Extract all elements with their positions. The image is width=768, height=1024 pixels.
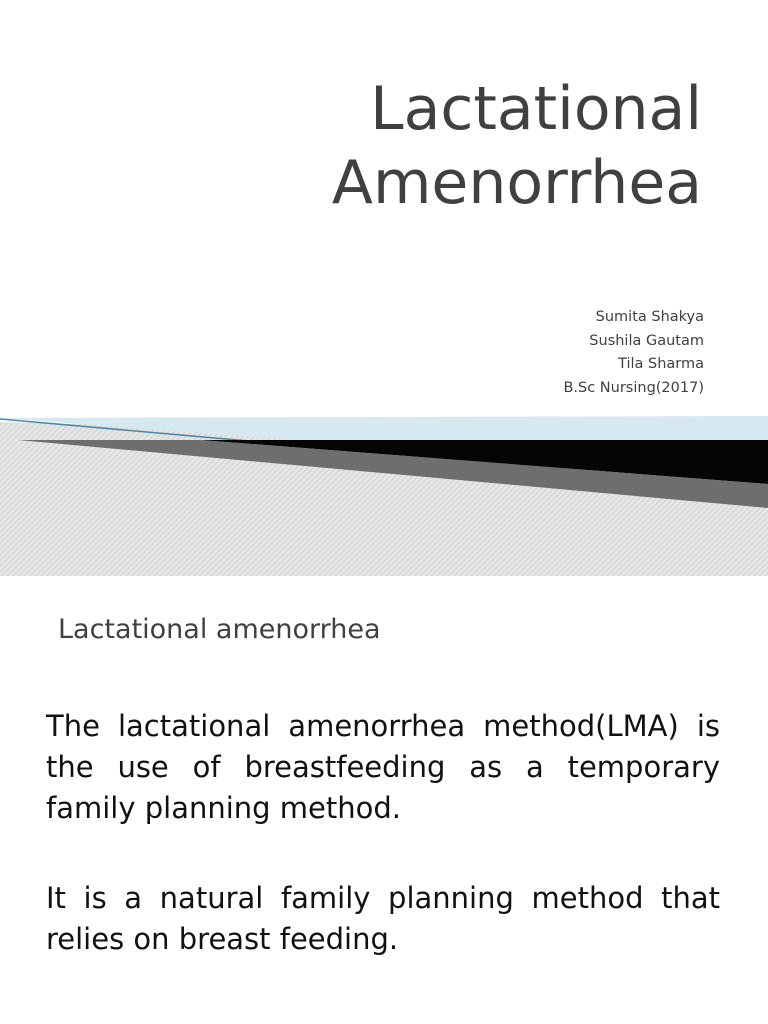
- author-program: B.Sc Nursing(2017): [563, 379, 704, 396]
- slide-title-line: Amenorrhea: [331, 148, 702, 218]
- author-name: Sumita Shakya: [595, 309, 704, 325]
- slide-title-line: Lactational: [370, 74, 702, 144]
- author-name: Sushila Gautam: [589, 332, 704, 349]
- content-slide: [0, 576, 768, 1024]
- author-name: Tila Sharma: [618, 356, 704, 372]
- body-paragraph: It is a natural family planning method that relies on breast feeding.: [46, 881, 720, 956]
- slide-heading: Lactational amenorrhea: [58, 614, 381, 645]
- body-paragraph: The lactational amenorrhea method(LMA) is the use of breastfeeding as a temporary family planning method.: [46, 709, 720, 825]
